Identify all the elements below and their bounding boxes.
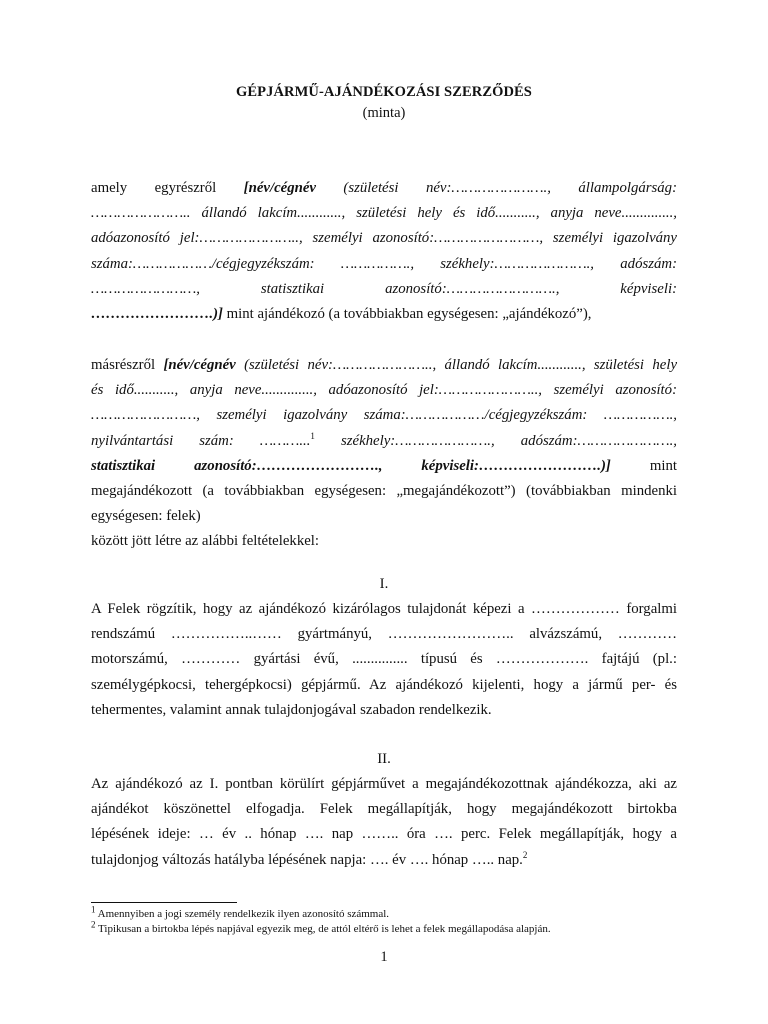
footnote-ref-2: 2 bbox=[522, 849, 528, 860]
footnote-2: $^2$ Tipikusan a birtokba lépés napjával egyezik meg, de attól eltérő is lehet a felek megállapodása alapján. bbox=[91, 919, 551, 935]
page-number: 1 bbox=[380, 949, 388, 965]
party1-line-3: adóazonosító jel:………………….., személyi azonosító:……………………, személyi igazolvány bbox=[91, 230, 677, 247]
footnote-ref-1: 1 bbox=[310, 430, 315, 441]
party1-line-5: ……………………, statisztikai azonosító:……………………., képviseli: bbox=[91, 280, 677, 297]
section-1-heading: I. bbox=[379, 576, 389, 592]
footnote-divider bbox=[91, 902, 237, 903]
party2-line-1: másrészről [név/cégnév (születési név:………………….., állandó lakcím............, születési hely bbox=[91, 357, 678, 373]
section-2-paragraph bbox=[91, 772, 677, 873]
party2-line-5: statisztikai azonosító:……………………., képviseli:…………………….)] mint bbox=[91, 457, 677, 474]
section-1-line-2: rendszámú ……………..…… gyártmányú, …………………….. alvázszámú, ………… bbox=[91, 626, 677, 643]
party2-line-6: megajándékozott (a továbbiakban egységesen: „megajándékozott”) (továbbiakban mindenki bbox=[91, 483, 677, 500]
document-subtitle: (minta) bbox=[362, 105, 406, 121]
section-1-paragraph bbox=[91, 597, 677, 723]
party2-line-3: ……………………, személyi igazolvány száma:………………/cégjegyzékszám: ……………., bbox=[91, 407, 677, 424]
party1-line-1: amely egyrészről [név/cégnév (születési név:…………………., állampolgárság: bbox=[91, 180, 677, 196]
section-2-heading: II. bbox=[377, 751, 391, 767]
party1-paragraph bbox=[91, 176, 677, 327]
party1-line-4: száma:………………/cégjegyzékszám: ……………., székhely:…………………., adószám: bbox=[91, 255, 677, 272]
section-2-line-4: tulajdonjog változás hatályba lépésének napja: …. év …. hónap ….. nap.$^2$ bbox=[91, 849, 528, 868]
section-2-line-2: ajándékot köszönettel elfogadja. Felek megállapítják, hogy megajándékozott birtokba bbox=[91, 801, 677, 818]
party2-line-7: egységesen: felek) bbox=[91, 508, 201, 525]
party2-line-4: nyilvántartási szám: ………...$^1$ székhely:…………………., adószám:…………………., bbox=[91, 430, 677, 449]
party1-line-6: …………………….)] mint ajándékozó (a továbbiakban egységesen: „ajándékozó”), bbox=[91, 306, 592, 323]
section-1-line-3: motorszámú, ………… gyártási évű, ............... típusú és ………………. fajtájú (pl.: bbox=[91, 651, 677, 668]
section-1-line-1: A Felek rögzítik, hogy az ajándékozó kizárólagos tulajdonát képezi a ……………… forgalmi bbox=[91, 601, 677, 617]
section-1-line-5: tehermentes, valamint annak tulajdonjogával szabadon rendelkezik. bbox=[91, 701, 492, 718]
section-1-line-4: személygépkocsi, tehergépkocsi) gépjármű. Az ajándékozó kijelenti, hogy a jármű per- és bbox=[91, 676, 677, 693]
party2-line-8: között jött létre az alábbi feltételekkel: bbox=[91, 533, 320, 550]
document-title: GÉPJÁRMŰ-AJÁNDÉKOZÁSI SZERZŐDÉS bbox=[236, 84, 532, 100]
party1-line-2: ………………….. állandó lakcím............, születési hely és idő..........., anyja neve.............., bbox=[91, 205, 677, 222]
footnote-1: $^1$ Amennyiben a jogi személy rendelkezik ilyen azonosító számmal. bbox=[91, 904, 390, 920]
section-2-line-3: lépésének ideje: … év .. hónap …. nap …….. óra …. perc. Felek megállapítják, hogy a bbox=[91, 826, 677, 843]
section-2-line-1: Az ajándékozó az I. pontban körülírt gépjárművet a megajándékozottnak ajándékozza, aki az bbox=[91, 776, 677, 792]
party2-line-2: és idő..........., anyja neve.............., adóazonosító jel:………………….., személyi azonosító: bbox=[91, 382, 677, 399]
party2-paragraph bbox=[91, 353, 677, 555]
